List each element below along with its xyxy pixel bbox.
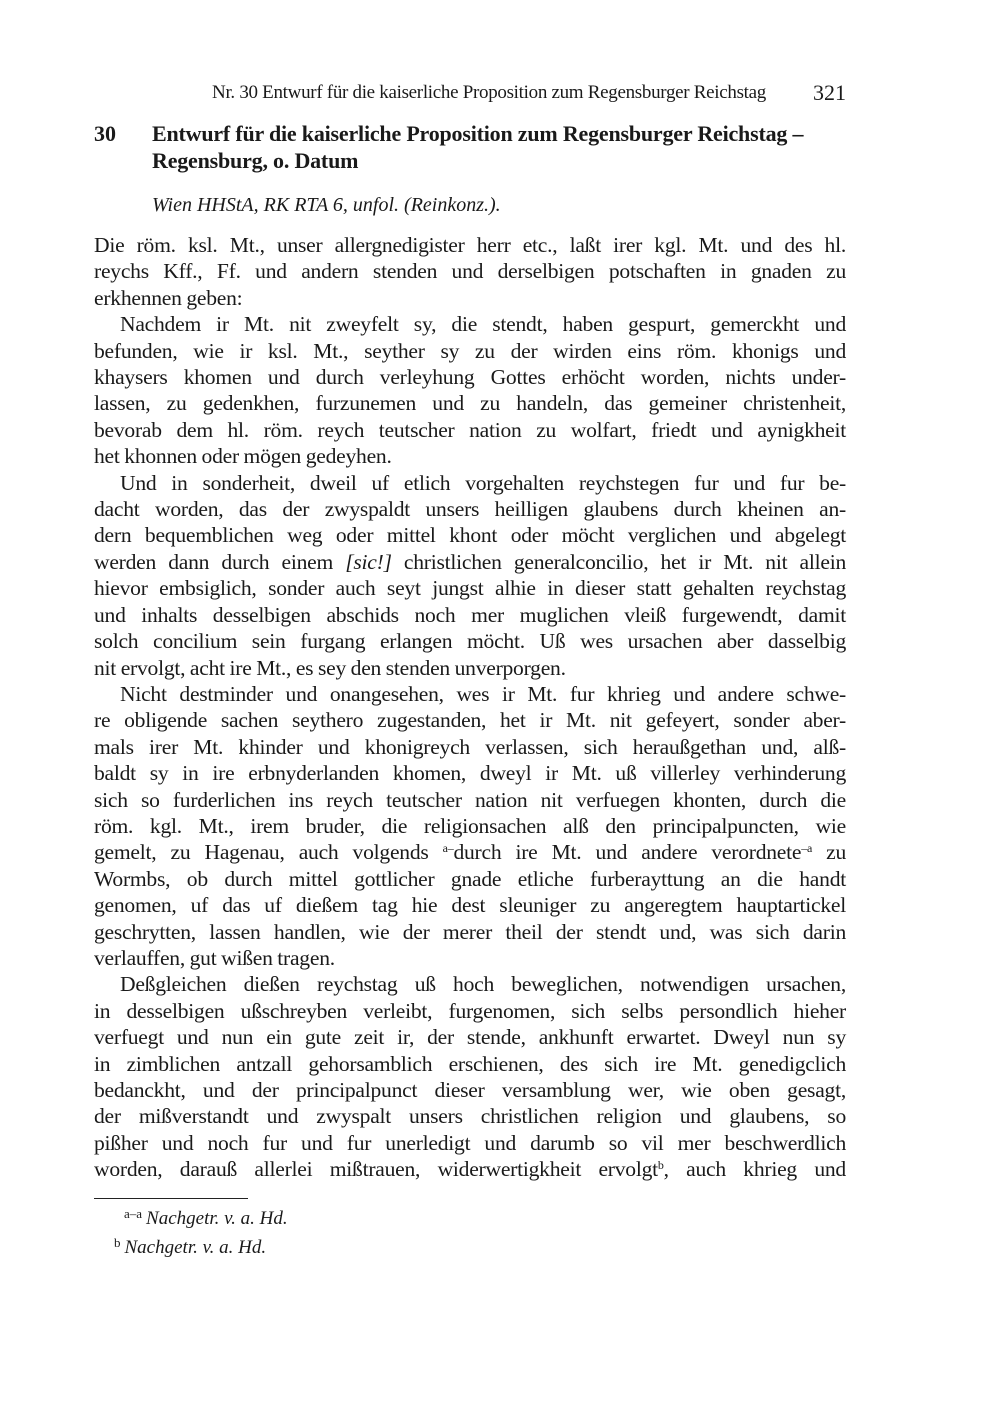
body-text: [94, 232, 846, 1183]
text-line: Deßgleichen dießen reychstag uß hoch beweglichen, notwendigen ursachen,: [120, 972, 846, 997]
document-title-line-2: Regensburg, o. Datum: [152, 148, 359, 173]
text-line: Und in sonderheit, dweil uf etlich vorgehalten reychstegen fur und fur be-: [120, 470, 846, 495]
footnote-marker-a-close[interactable]: –a: [801, 841, 813, 856]
document-title-line-1: Entwurf für die kaiserliche Proposition zum Regensburger Reichstag –: [152, 121, 804, 146]
text-line: baldt sy in ire erbnyderlanden khomen, dweyl ir Mt. uß villerley verhinderung: [94, 761, 846, 786]
paragraph-4: [94, 681, 846, 971]
text-line: und inhalts desselbigen abschids noch mer muglichen vleiß furgewendt, damit: [94, 602, 846, 627]
footnote-marker-b[interactable]: b: [657, 1158, 664, 1173]
document-title: [152, 120, 852, 174]
text-line: der mißverstandt und zwyspalt unsers christlichen religion und glaubens, so: [94, 1104, 846, 1129]
text-line: in zimblichen antzall gehorsamblich erschienen, des sich ire Mt. genedigclich: [94, 1051, 846, 1076]
text-line: befunden, wie ir ksl. Mt., seyther sy zu der wirden eins röm. khonigs und: [94, 338, 846, 363]
text-line: erkhennen geben:: [94, 285, 243, 310]
text-line: solch concilium sein furgang erlangen möcht. Uß wes ursachen aber dasselbig: [94, 629, 846, 654]
running-head-title: Nr. 30 Entwurf für die kaiserliche Proposition zum Regensburger Reichstag: [212, 82, 766, 103]
text-line: dern bequemblichen weg oder mittel khont oder möcht verglichen und abgelegt: [94, 523, 846, 548]
text-line: khaysers khomen und durch verleyhung Gottes erhöcht worden, nichts under-: [94, 365, 846, 390]
text-line: geschrytten, lassen handlen, wie der merer theil der stendt und, was sich darin: [94, 919, 846, 944]
text-line: röm. kgl. Mt., irem bruder, die religionsachen alß den principalpuncten, wie: [94, 813, 846, 838]
source-reference: Wien HHStA, RK RTA 6, unfol. (Reinkonz.).: [152, 194, 501, 216]
text-line-with-footnote: [94, 839, 846, 865]
text-line: in desselbigen ußschreyben verleibt, furgenomen, sich selbs persondlich hieher: [94, 998, 846, 1023]
sic-marker: [sic!]: [345, 549, 392, 574]
text-run: worden, darauß allerlei mißtrauen, widerwertigkheit ervolgt: [94, 1157, 658, 1182]
text-line: verlauffen, gut wißen tragen.: [94, 945, 335, 970]
text-run: gemelt, zu Hagenau, auch volgends: [94, 840, 443, 865]
text-run: christlichen generalconcilio, het ir Mt. nit allein: [391, 549, 846, 574]
text-line: pißher und noch fur und fur unerledigt und darumb so vil mer beschwerdlich: [94, 1130, 846, 1155]
page-number: 321: [813, 80, 846, 105]
footnote-divider: [94, 1198, 248, 1199]
text-line: reychs Kff., Ff. und andern stenden und derselbigen potschaften in gnaden zu: [94, 259, 846, 284]
text-line: sich so furderlichen ins reych teutscher nation nit verfuegen khonten, durch die: [94, 787, 846, 812]
paragraph-3: [94, 470, 846, 681]
text-line: nit ervolgt, acht ire Mt., es sey den stenden unverporgen.: [94, 655, 566, 680]
text-run: werden dann durch einem: [94, 549, 346, 574]
text-line-with-sic: [94, 549, 846, 575]
footnote-a: [124, 1202, 288, 1231]
text-line: Nachdem ir Mt. nit zweyfelt sy, die stendt, haben gespurt, gemerckht und: [120, 312, 846, 337]
text-line: genomen, uf das uf dießem tag hie dest sleuniger zu angeregtem hauptartickel: [94, 893, 846, 918]
footnote-mark: b: [114, 1235, 121, 1250]
text-run: , auch khrieg und: [663, 1157, 846, 1182]
footnotes: [114, 1202, 288, 1260]
footnote-b: [114, 1231, 288, 1260]
text-line: het khonnen oder mögen gedeyhen.: [94, 444, 392, 469]
text-line: bedanckht, und der principalpunct dieser versamblung wer, wie oben gesagt,: [94, 1078, 846, 1102]
footnote-text: Nachgetr. v. a. Hd.: [146, 1208, 288, 1229]
text-line: verfuegt und nun ein gute zeit ir, der stende, ankhunft erwartet. Dweyl nun sy: [94, 1025, 846, 1050]
text-line: Die röm. ksl. Mt., unser allergnedigister herr etc., laßt irer kgl. Mt. und des hl.: [94, 233, 846, 257]
running-head: [94, 80, 846, 108]
text-line: Nicht destminder und onangesehen, wes ir Mt. fur khrieg und andere schwe-: [120, 681, 846, 706]
footnote-mark: a–a: [124, 1206, 143, 1221]
paragraph-5: [94, 971, 846, 1182]
document-number: 30: [94, 121, 116, 146]
text-line: bevorab dem hl. röm. reych teutscher nation zu wolfart, friedt und aynigkheit: [94, 417, 846, 442]
paragraph-1: [94, 232, 846, 311]
text-line: re obligende sachen seythero zugestanden, het ir Mt. nit gefeyert, sonder aber-: [94, 708, 846, 733]
text-line-with-footnote: [94, 1156, 846, 1182]
text-run: durch ire Mt. und andere verordnete: [453, 840, 802, 865]
paragraph-2: [94, 311, 846, 469]
text-line: lassen, zu gedenkhen, furzunemen und zu handeln, das gemeiner christenheit,: [94, 391, 846, 416]
text-run: zu: [812, 840, 847, 865]
text-line: Wormbs, ob durch mittel gottlicher gnade etliche furberayttung an die handt: [94, 866, 846, 891]
text-line: dacht worden, das der zwyspaldt unsers heilligen glaubens durch kheinen an-: [94, 497, 846, 522]
text-line: hievor embsiglich, sonder auch seyt jungst alhie in dieser statt gehalten reychstag: [94, 576, 846, 601]
footnote-text: Nachgetr. v. a. Hd.: [124, 1237, 267, 1258]
text-line: mals irer Mt. khinder und khonigreych verlassen, sich heraußgethan und, alß-: [94, 734, 846, 759]
footnote-marker-a-open[interactable]: a–: [442, 841, 454, 856]
